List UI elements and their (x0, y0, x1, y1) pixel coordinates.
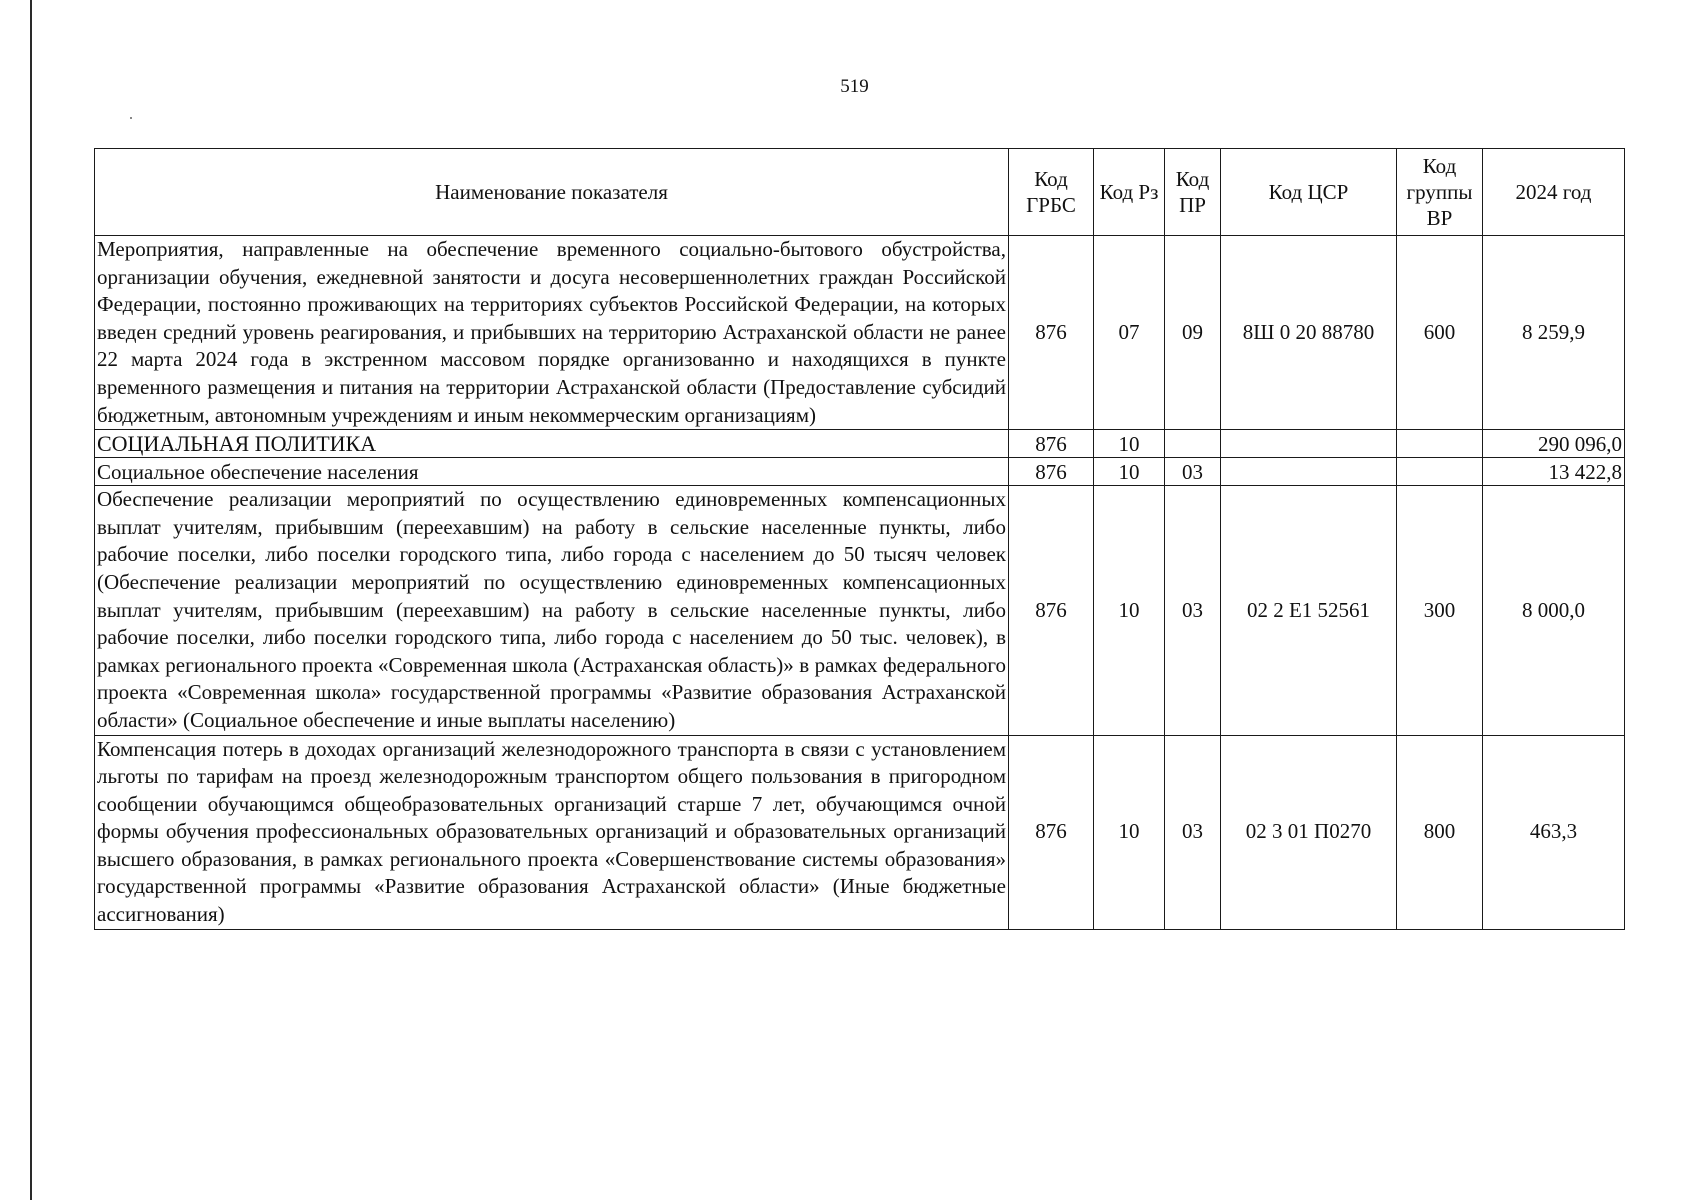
scan-margin-line (30, 0, 32, 1200)
header-name: Наименование показателя (95, 149, 1009, 236)
row-amount: 13 422,8 (1483, 458, 1625, 486)
row-grbs: 876 (1009, 236, 1094, 430)
row-vr: 800 (1397, 735, 1483, 929)
row-pr: 03 (1165, 735, 1221, 929)
table-row (95, 486, 1625, 735)
row-name: СОЦИАЛЬНАЯ ПОЛИТИКА (95, 430, 1009, 458)
row-grbs: 876 (1009, 430, 1094, 458)
row-rz: 10 (1094, 735, 1165, 929)
row-rz: 07 (1094, 236, 1165, 430)
row-csr: 8Ш 0 20 88780 (1221, 236, 1397, 430)
row-rz: 10 (1094, 430, 1165, 458)
row-vr (1397, 430, 1483, 458)
row-amount: 463,3 (1483, 735, 1625, 929)
row-csr: 02 3 01 П0270 (1221, 735, 1397, 929)
row-amount: 8 000,0 (1483, 486, 1625, 735)
table-row (95, 236, 1625, 430)
row-vr: 300 (1397, 486, 1483, 735)
page-number: 519 (840, 76, 869, 97)
row-pr: 03 (1165, 458, 1221, 486)
row-grbs: 876 (1009, 458, 1094, 486)
row-grbs: 876 (1009, 735, 1094, 929)
header-csr: Код ЦСР (1221, 149, 1397, 236)
row-amount: 290 096,0 (1483, 430, 1625, 458)
table-row (95, 735, 1625, 929)
header-vr: Код группы ВР (1397, 149, 1483, 236)
table-row (95, 430, 1625, 458)
row-rz: 10 (1094, 486, 1165, 735)
row-csr: 02 2 Е1 52561 (1221, 486, 1397, 735)
row-vr: 600 (1397, 236, 1483, 430)
row-name: Мероприятия, направленные на обеспечение временного социально-бытового обустройства, организации обучения, ежедневной занятости и досуга несовершеннолетних граждан Российской Федерации, постоянно проживающих на территориях субъектов Российской Федерации, на которых введен средний уровень реагирования, и прибывших на территорию Астраханской области не ранее 22 марта 2024 года в экстренном массовом порядке организованно и находящихся в пункте временного размещения и питания на территории Астраханской области (Предоставление субсидий бюджетным, автономным учреждениям и иным некоммерческим организациям) (95, 236, 1009, 430)
row-name: Компенсация потерь в доходах организаций железнодорожного транспорта в связи с установлением льготы по тарифам на проезд железнодорожным транспортом общего пользования в пригородном сообщении обучающимся общеобразовательных организаций старше 7 лет, обучающимся очной формы обучения профессиональных образовательных организаций и образовательных организаций высшего образования, в рамках регионального проекта «Совершенствование системы образования» государственной программы «Развитие образования Астраханской области» (Иные бюджетные ассигнования) (95, 735, 1009, 929)
header-grbs: Код ГРБС (1009, 149, 1094, 236)
scan-speck (130, 117, 132, 119)
row-vr (1397, 458, 1483, 486)
row-rz: 10 (1094, 458, 1165, 486)
header-year: 2024 год (1483, 149, 1625, 236)
row-grbs: 876 (1009, 486, 1094, 735)
row-pr: 09 (1165, 236, 1221, 430)
table-header-row (95, 149, 1625, 236)
row-csr (1221, 430, 1397, 458)
row-name: Социальное обеспечение населения (95, 458, 1009, 486)
row-name: Обеспечение реализации мероприятий по осуществлению единовременных компенсационных выплат учителям, прибывшим (переехавшим) на работу в сельские населенные пункты, либо рабочие поселки, либо поселки городского типа, либо города с населением до 50 тысяч человек (Обеспечение реализации мероприятий по осуществлению единовременных компенсационных выплат учителям, прибывшим (переехавшим) на работу в сельские населенные пункты, либо рабочие поселки, либо поселки городского типа, либо города с населением до 50 тыс. человек), в рамках регионального проекта «Современная школа (Астраханская область)» в рамках федерального проекта «Современная школа» государственной программы «Развитие образования Астраханской области» (Социальное обеспечение и иные выплаты населению) (95, 486, 1009, 735)
budget-table (94, 148, 1625, 930)
row-pr: 03 (1165, 486, 1221, 735)
row-csr (1221, 458, 1397, 486)
row-amount: 8 259,9 (1483, 236, 1625, 430)
table-row (95, 458, 1625, 486)
header-rz: Код Рз (1094, 149, 1165, 236)
row-pr (1165, 430, 1221, 458)
header-pr: Код ПР (1165, 149, 1221, 236)
